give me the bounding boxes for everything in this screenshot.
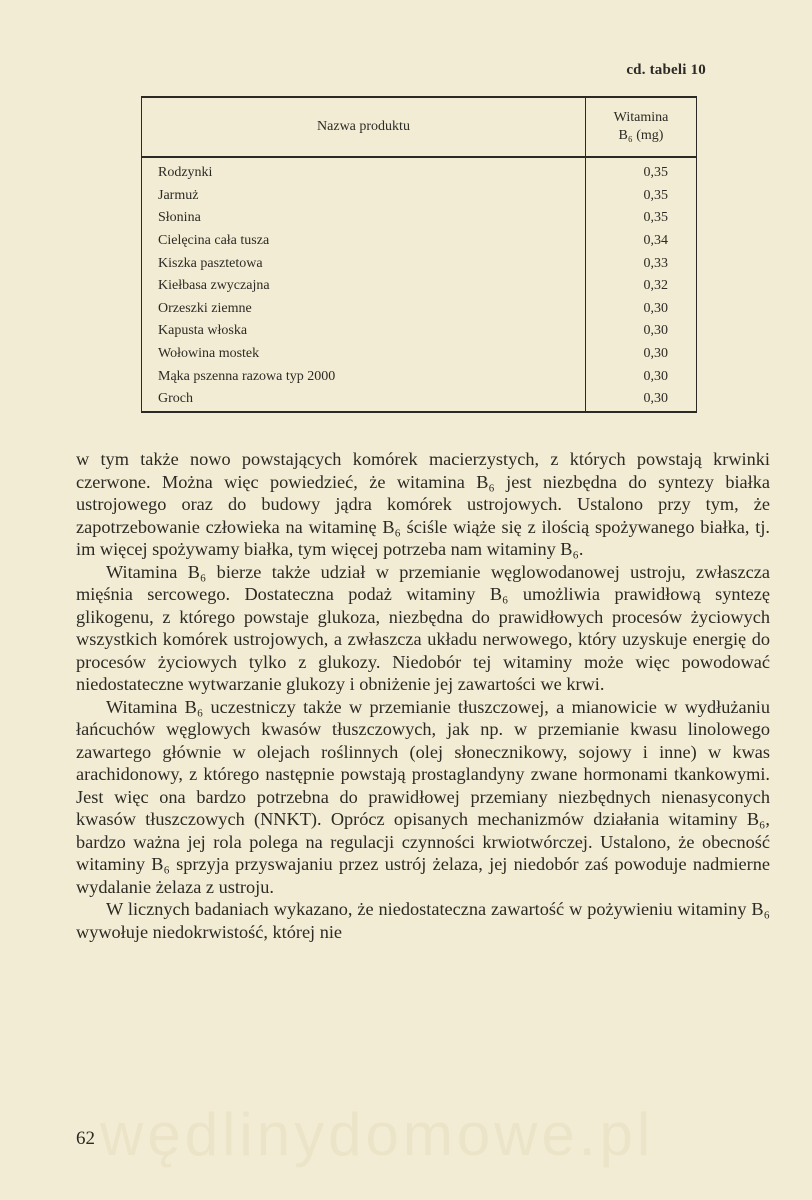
product-name-cell: Słonina	[142, 207, 586, 230]
table-row	[142, 230, 697, 253]
product-name-cell: Kiszka pasztetowa	[142, 252, 586, 275]
vitamin-value-cell: 0,30	[586, 343, 697, 366]
paragraph: Witamina B₆ bierze także udział w przemianie węglowodanowej ustroju, zwłaszcza mięśnia sercowego. Dostateczna podaż witaminy B₆ umożliwia prawidłową syntezę glikogenu, z którego powstaje glukoza, niezbędna do prawidłowych procesów życiowych wszystkich komórek ustrojowych, a zwłaszcza układu nerwowego, który uzyskuje energię do procesów życiowych tylko z glukozy. Niedobór tej witaminy może więc powodować niedostateczne wytwarzanie glukozy i obniżenie jej zawartości we krwi.	[76, 561, 770, 694]
vitamin-b6-table	[141, 96, 697, 413]
vitamin-value-cell: 0,32	[586, 275, 697, 298]
product-name-cell: Orzeszki ziemne	[142, 298, 586, 321]
product-name-cell: Kiełbasa zwyczajna	[142, 275, 586, 298]
vitamin-value-cell: 0,34	[586, 230, 697, 253]
vitamin-value-cell: 0,35	[586, 207, 697, 230]
table-row	[142, 298, 697, 321]
table-row	[142, 275, 697, 298]
table-row	[142, 343, 697, 366]
product-name-cell: Groch	[142, 388, 586, 412]
product-name-cell: Cielęcina cała tusza	[142, 230, 586, 253]
vitamin-value-cell: 0,35	[586, 185, 697, 208]
table-row	[142, 207, 697, 230]
header-vitamin-line1: Witamina	[613, 110, 669, 125]
paragraph: Witamina B₆ uczestniczy także w przemianie tłuszczowej, a mianowicie w wydłużaniu łańcuchów węglowych kwasów tłuszczowych, jak np. w przemianie kwasu linolowego zawartego głównie w olejach roślinnych (olej słonecznikowy, sojowy i inne) w kwas arachidonowy, z którego następnie powstają prostaglandyny zwane hormonami tkankowymi. Jest więc ona bardzo potrzebna do prawidłowej przemiany niezbędnych nienasyconych kwasów tłuszczowych (NNKT). Oprócz opisanych mechanizmów działania witaminy B₆, bardzo ważna jej rola polega na regulacji czynności krwiotwórczej. Ustalono, że obecność witaminy B₆ sprzyja przyswajaniu przez ustrój żelaza, jej niedobór zaś powoduje nadmierne wydalanie żelaza z ustroju.	[76, 696, 770, 897]
product-name-cell: Kapusta włoska	[142, 320, 586, 343]
vitamin-value-cell: 0,30	[586, 388, 697, 412]
table-row	[142, 185, 697, 208]
header-vitamin	[586, 97, 697, 157]
paragraph: W licznych badaniach wykazano, że niedostateczna zawartość w pożywieniu witaminy B₆ wywołuje niedokrwistość, której nie	[76, 899, 770, 942]
vitamin-value-cell: 0,30	[586, 298, 697, 321]
product-name-cell: Mąka pszenna razowa typ 2000	[142, 365, 586, 388]
watermark: wędlinydomowe.pl	[100, 1101, 655, 1168]
product-name-cell: Wołowina mostek	[142, 343, 586, 366]
paragraph: w tym także nowo powstających komórek macierzystych, z których powstają krwinki czerwone. Można więc powiedzieć, że witamina B₆ jest niezbędna do syntezy białka ustrojowego oraz do budowy jądra komórek ustrojowych. Ustalono przy tym, że zapotrzebowanie człowieka na witaminę B₆ ściśle wiąże się z ilością spożywanego białka, tj. im więcej spożywamy białka, tym więcej potrzeba nam witaminy B₆.	[76, 449, 770, 559]
table-header-row	[142, 97, 697, 157]
table-row	[142, 320, 697, 343]
page-number: 62	[76, 1128, 95, 1149]
vitamin-value-cell: 0,33	[586, 252, 697, 275]
table-row	[142, 365, 697, 388]
vitamin-value-cell: 0,30	[586, 365, 697, 388]
vitamin-value-cell: 0,35	[586, 157, 697, 185]
header-product-name: Nazwa produktu	[142, 97, 586, 157]
table-row	[142, 388, 697, 412]
body-text	[76, 448, 770, 943]
vitamin-value-cell: 0,30	[586, 320, 697, 343]
vitamin-table-container	[141, 96, 697, 413]
header-vitamin-line2: B₆ (mg)	[618, 128, 664, 143]
table-row	[142, 157, 697, 185]
table-body	[142, 157, 697, 412]
product-name-cell: Rodzynki	[142, 157, 586, 185]
table-caption: cd. tabeli 10	[626, 62, 706, 78]
table-row	[142, 252, 697, 275]
product-name-cell: Jarmuż	[142, 185, 586, 208]
